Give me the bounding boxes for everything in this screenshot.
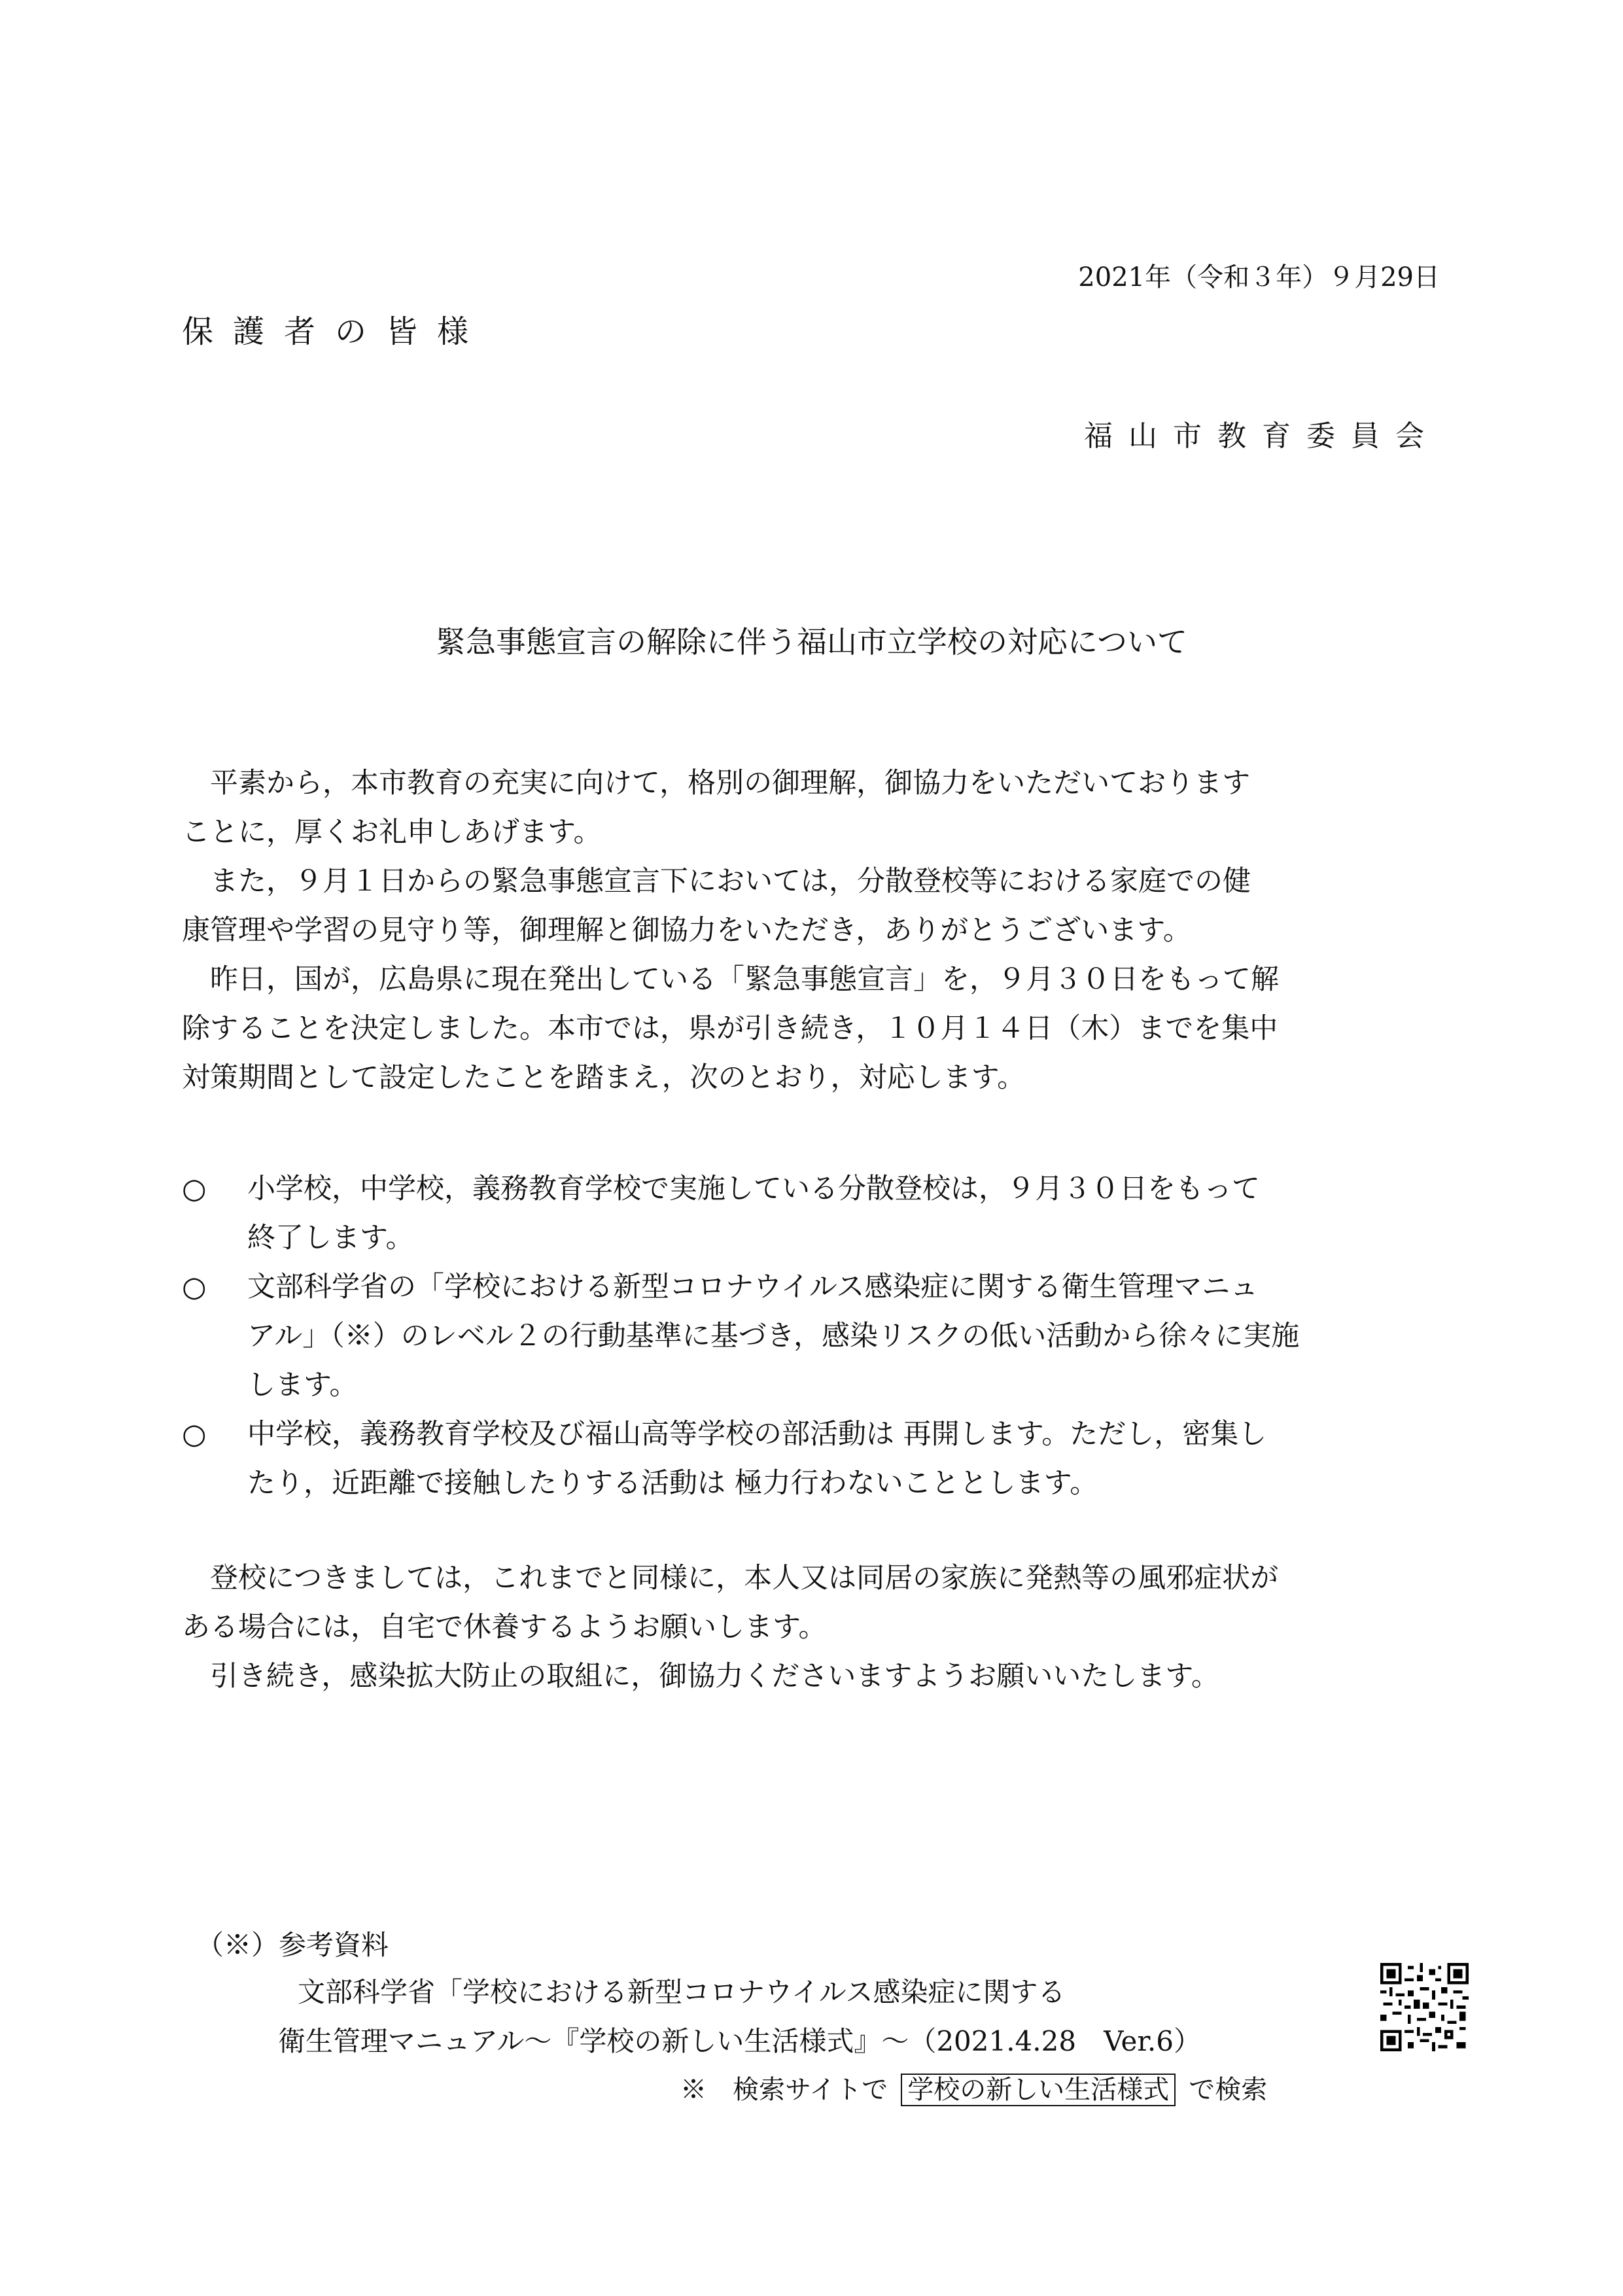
reference-label: （※）参考資料 <box>196 1929 389 1961</box>
paragraph-2-line-2: 康管理や学習の見守り等，御理解と御協力をいただき，ありがとうございます。 <box>182 914 1191 947</box>
paragraph-2-line-1: また，９月１日からの緊急事態宣言下においては，分散登校等における家庭での健 <box>210 865 1251 898</box>
bullet-list <box>182 1165 1438 1508</box>
search-suffix: で検索 <box>1189 2075 1268 2105</box>
bullet-mark: ○ <box>182 1173 207 1205</box>
paragraph-1-line-2: ことに，厚くお礼申しあげます。 <box>182 816 602 849</box>
bullet-2-line-1: 文部科学省の「学校における新型コロナウイルス感染症に関する衛生管理マニュ <box>247 1271 1259 1303</box>
paragraph-3-line-1: 昨日，国が，広島県に現在発出している「緊急事態宣言」を，９月３０日をもって解 <box>210 963 1279 996</box>
search-term-box: 学校の新しい生活様式 <box>901 2074 1176 2106</box>
reference-line-2: 衛生管理マニュアル～『学校の新しい生活様式』～（2021.4.28 Ver.6） <box>278 2025 1201 2057</box>
bullet-mark: ○ <box>182 1418 207 1451</box>
paragraph-3-line-2: 除することを決定しました。本市では，県が引き続き，１０月１４日（木）までを集中 <box>182 1012 1278 1045</box>
closing-line-3: 引き続き，感染拡大防止の取組に，御協力くださいますようお願いいたします。 <box>210 1660 1219 1693</box>
bullet-1-line-1: 小学校，中学校，義務教育学校で実施している分散登校は，９月３０日をもって <box>247 1173 1260 1205</box>
addressee: 保護者の皆様 <box>182 313 489 350</box>
bullet-2-line-3: します。 <box>247 1369 358 1402</box>
closing-line-2: ある場合には，自宅で休養するようお願いします。 <box>182 1611 827 1644</box>
document-title: 緊急事態宣言の解除に伴う福山市立学校の対応について <box>435 624 1188 660</box>
bullet-item-2 <box>182 1263 1438 1410</box>
body-text <box>182 759 1438 1103</box>
paragraph-1-line-1: 平素から，本市教育の充実に向けて，格別の御理解，御協力をいただいております <box>210 767 1251 800</box>
bullet-item-3 <box>182 1410 1438 1508</box>
closing-text <box>182 1554 1438 1701</box>
sender: 福山市教育委員会 <box>1084 419 1440 453</box>
bullet-3-line-2: たり，近距離で接触したりする活動は 極力行わないこととします。 <box>247 1467 1098 1500</box>
reference-line-1: 文部科学省「学校における新型コロナウイルス感染症に関する <box>298 1976 1066 2008</box>
closing-line-1: 登校につきましては，これまでと同様に，本人又は同居の家族に発熱等の風邪症状が <box>210 1562 1279 1595</box>
bullet-item-1 <box>182 1165 1438 1263</box>
bullet-3-line-1: 中学校，義務教育学校及び福山高等学校の部活動は 再開します。ただし，密集し <box>247 1418 1267 1451</box>
bullet-2-line-2: アル」（※）のレベル２の行動基準に基づき，感染リスクの低い活動から徐々に実施 <box>247 1320 1300 1352</box>
search-instruction <box>680 2069 1267 2106</box>
bullet-mark: ○ <box>182 1271 207 1303</box>
qr-code-icon[interactable] <box>1380 1963 1469 2051</box>
paragraph-3-line-3: 対策期間として設定したことを踏まえ，次のとおり，対応します。 <box>182 1061 1026 1094</box>
search-prefix: ※ 検索サイトで <box>680 2075 888 2105</box>
bullet-1-line-2: 終了します。 <box>247 1222 414 1254</box>
document-date: 2021年（令和３年）９月29日 <box>1078 262 1440 292</box>
